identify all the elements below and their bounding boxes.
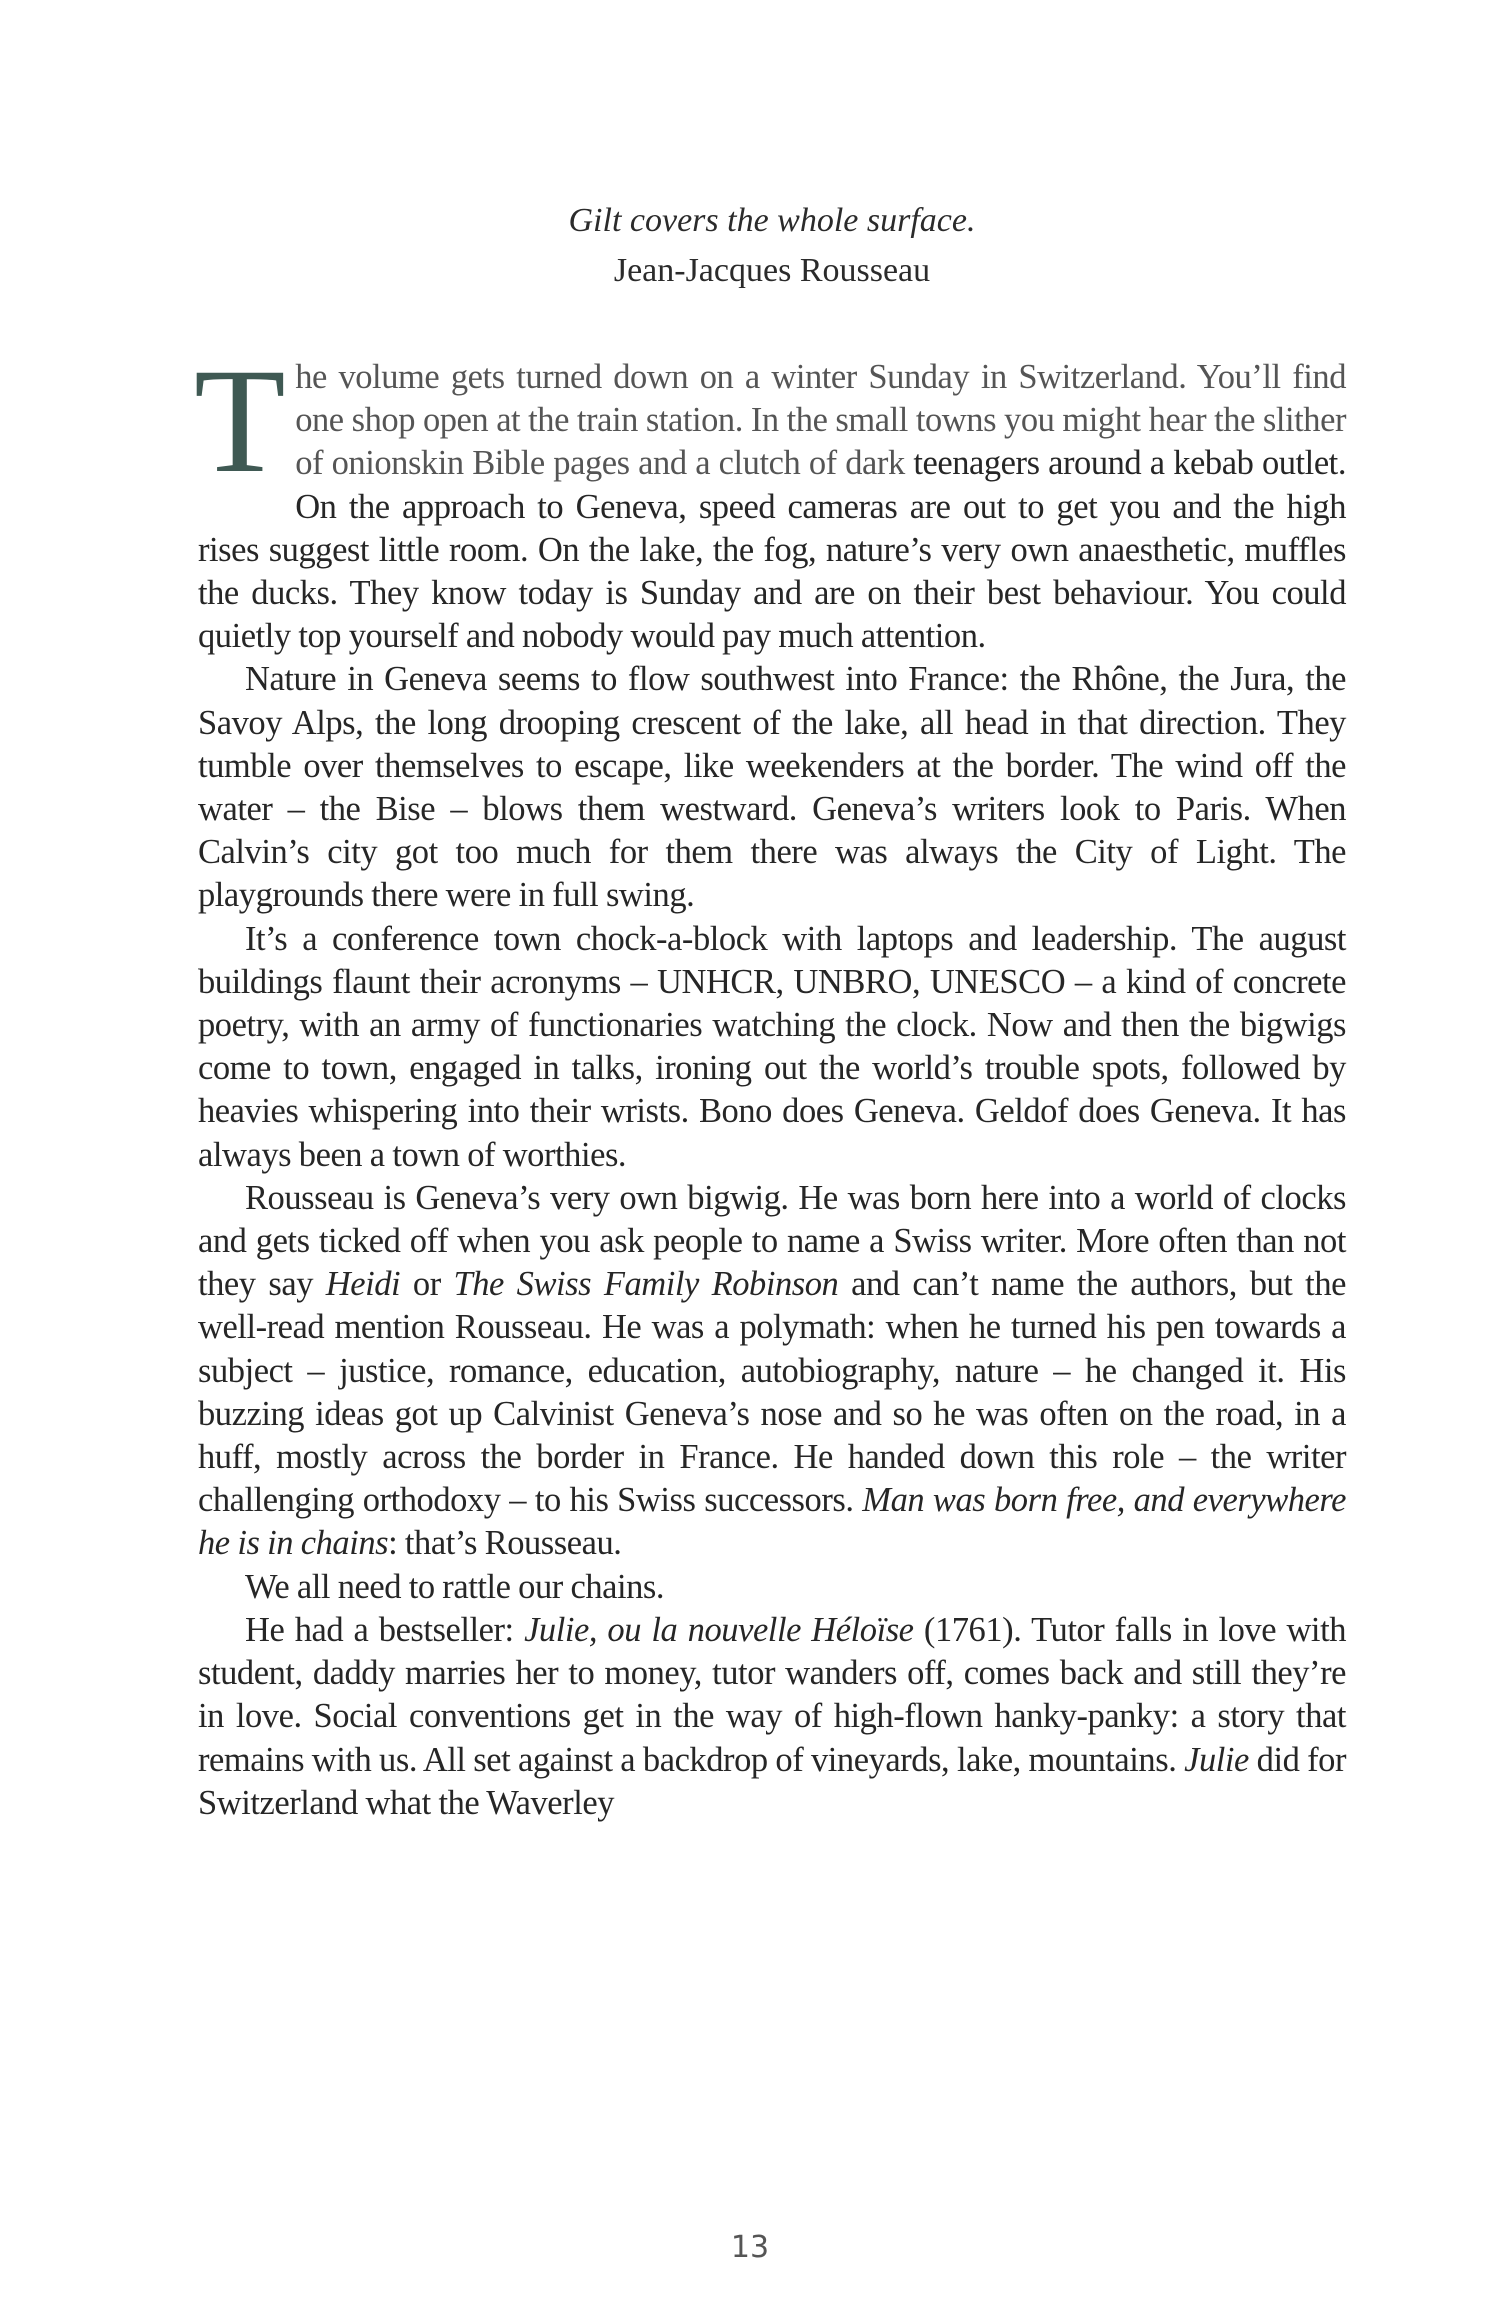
title-julie-full: Julie, ou la nouvelle Héloïse [524, 1610, 914, 1649]
paragraph-1 [194, 338, 1346, 658]
text-run: or [400, 1265, 454, 1304]
text-run: (1761). Tutor falls in love with student, daddy marries her to money, tutor wanders off, comes back and still they’re in love. Social conventions get in the way of high-flown hanky-panky: a story that remains with us. All set against a backdrop of vineyards, lake, mountains. [198, 1610, 1346, 1779]
text-run: : that’s Rousseau. [388, 1524, 622, 1563]
text-run: and can’t name the authors, but the well-read mention Rousseau. He was a polymath: when he turned his pen towards a subject – justice, romance, education, autobiography, nature – he changed it. His buzzing ideas got up Calvinist Geneva’s nose and so he was often on the road, in a huff, mostly across the border in France. He handed down this role – the writer challenging orthodoxy – to his Swiss successors. [198, 1265, 1346, 1520]
text-run: He had a bestseller: [245, 1610, 525, 1649]
paragraph-1-lead: he volume gets turned down on a winter Sunday in Switzerland. You’ll find one shop open at the train station. In the small towns you might hear the slither of onionskin Bible pages and a clutch of dark [295, 358, 1346, 483]
title-swiss-family-robinson: The Swiss Family Robinson [453, 1265, 839, 1304]
rousseau-quote: Man was born free, and everywhere he is in chains [198, 1481, 1346, 1563]
text-run: did for Switzerland what the Waverley [198, 1740, 1346, 1822]
paragraph-3: It’s a conference town chock-a-block with laptops and leadership. The august buildings flaunt their acronyms – UNHCR, UNBRO, UNESCO – a kind of concrete poetry, with an army of functionaries watching the clock. Now and then the bigwigs come to town, engaged in talks, ironing out the world’s trouble spots, followed by heavies whispering into their wrists. Bono does Geneva. Geldof does Geneva. It has always been a town of worthies. [198, 919, 1346, 1174]
paragraph-5: We all need to rattle our chains. [245, 1567, 665, 1606]
paragraph-4 [198, 1177, 1346, 1566]
text-run: Rousseau is Geneva’s very own bigwig. He was born here into a world of clocks and gets ticked off when you ask people to name a Swiss writer. More often than not they say [198, 1178, 1346, 1304]
epigraph-author: Jean-Jacques Rousseau [613, 252, 931, 289]
page-number: 13 [730, 2230, 770, 2265]
title-heidi: Heidi [325, 1265, 401, 1304]
title-julie: Julie [1184, 1740, 1249, 1779]
epigraph-quote: Gilt covers the whole surface. [568, 202, 976, 239]
epigraph [198, 196, 1346, 296]
chapter-body [194, 338, 1346, 1825]
drop-cap: T [194, 338, 286, 504]
paragraph-6 [198, 1609, 1346, 1825]
paragraph-1-rest: teenagers around a kebab outlet. On the approach to Geneva, speed cameras are out to get you and the high rises suggest little room. On the lake, the fog, nature’s very own anaesthetic, muffles the ducks. They know today is Sunday and are on their best behaviour. You could quietly top yourself and nobody would pay much attention. [198, 444, 1346, 656]
paragraph-2: Nature in Geneva seems to flow southwest into France: the Rhône, the Jura, the Savoy Alps, the long drooping crescent of the lake, all head in that direction. They tumble over themselves to escape, like weekenders at the border. The wind off the water – the Bise – blows them westward. Geneva’s writers look to Paris. When Calvin’s city got too much for them there was always the City of Light. The playgrounds there were in full swing. [198, 660, 1346, 915]
